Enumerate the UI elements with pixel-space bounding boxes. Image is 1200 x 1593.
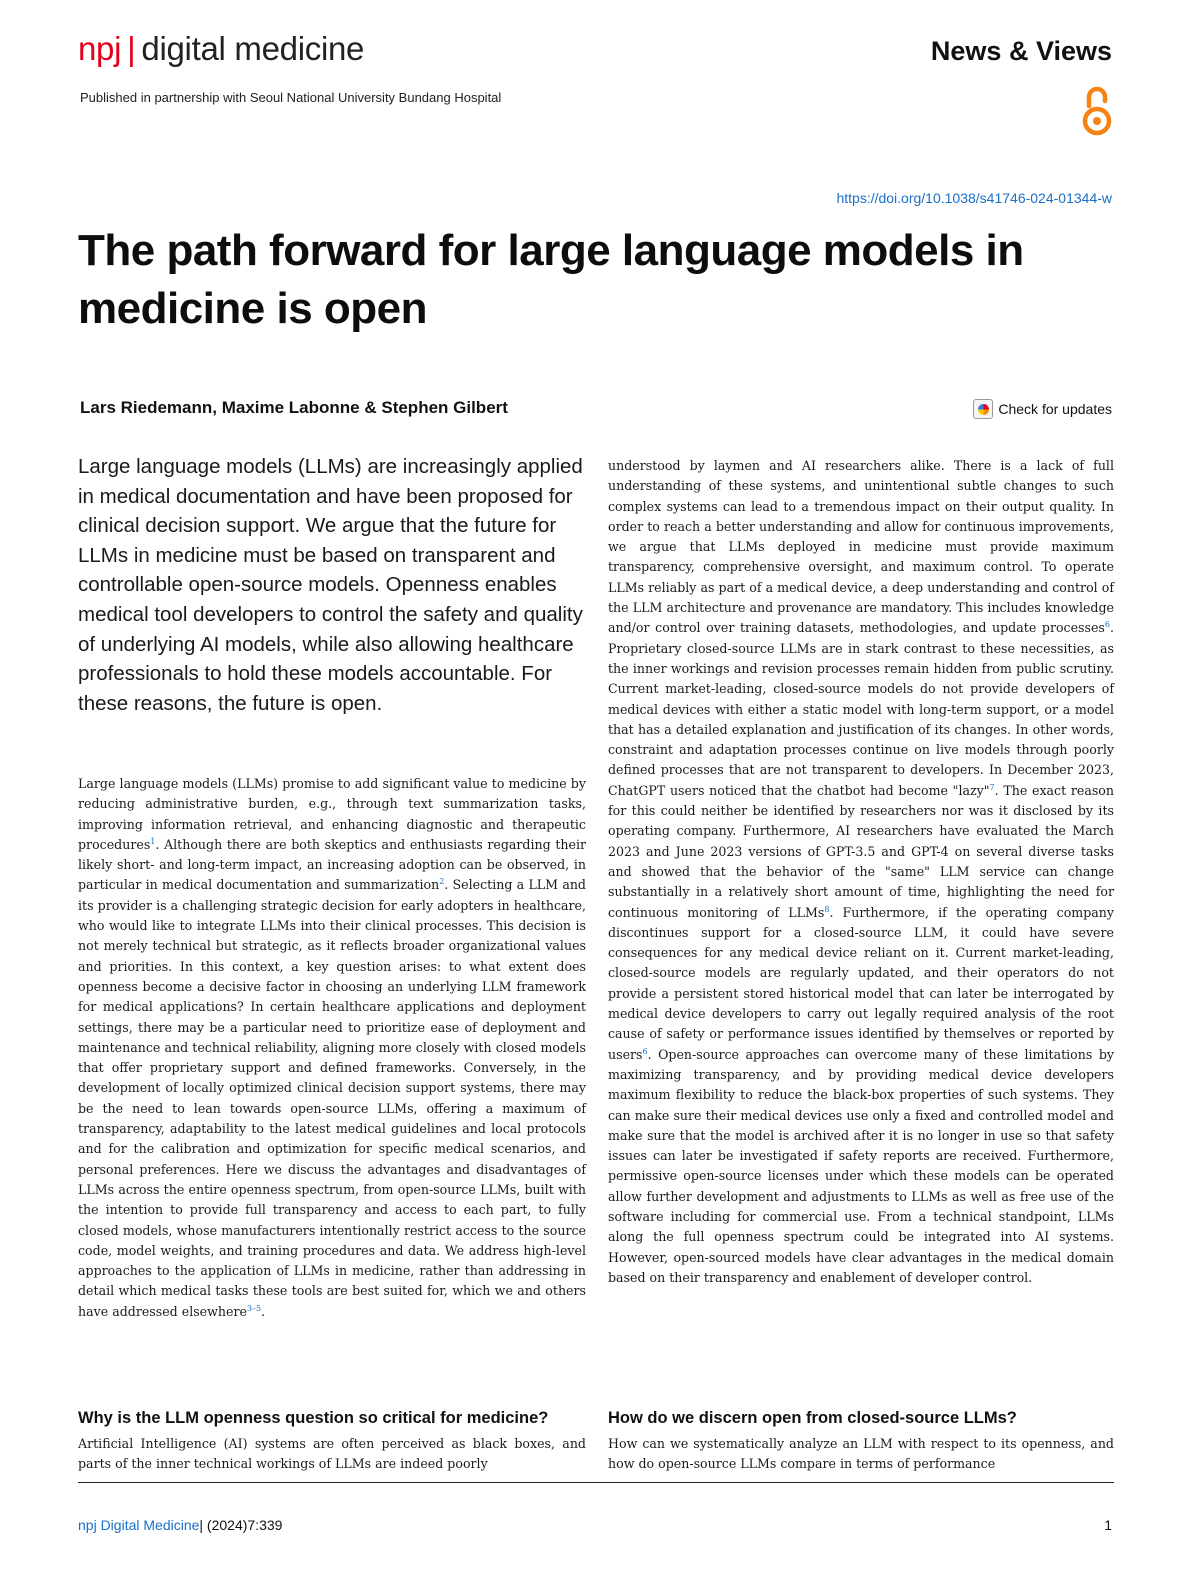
doi-link[interactable]: https://doi.org/10.1038/s41746-024-01344-w [836,190,1112,206]
citation-ref[interactable]: 7 [989,782,995,792]
check-updates-label: Check for updates [998,401,1112,417]
footer-volume: | (2024)7:339 [199,1517,283,1533]
citation-ref[interactable]: 6 [642,1046,648,1056]
footer-journal[interactable]: npj Digital Medicine [78,1517,200,1533]
section-heading-discern: How do we discern open from closed-source LLMs? [608,1409,1017,1427]
partnership-note: Published in partnership with Seoul National University Bundang Hospital [80,90,502,105]
right-column-paragraph: understood by laymen and AI researchers alike. There is a lack of full understanding of these systems, and unintentional subtle changes to such complex systems can lead to a tremendous impact on their output quality. In order to reach a better understanding and allow for continuous improvements, we argue that LLMs deployed in medicine must provide maximum transparency, comprehensive oversight, and maximum control. To operate LLMs reliably as part of a medical device, a deep understanding and control of the LLM architecture and provenance are mandatory. This includes knowledge and/or control over training datasets, methodologies, and update processes$^6$. Proprietary closed-source LLMs are in stark contrast to these necessities, as the inner workings and revision processes remain hidden from public scrutiny. Current market-leading, closed-source models do not provide developers of medical devices with either a static model with long-term support, or a model that has a detailed explanation and justification of its changes. In other words, constraint and adaptation processes continue on live models through poorly defined processes that are not transparent to developers. In December 2023, ChatGPT users noticed that the chatbot had become "lazy"$^7$. The exact reason for this could neither be identified by researchers nor was it disclosed by its operating company. Furthermore, AI researchers have evaluated the March 2023 and June 2023 versions of GPT-3.5 and GPT-4 on several diverse tasks and showed that the behavior of the "same" LLM service can change substantially in a relatively short amount of time, highlighting the need for continuous monitoring of LLMs$^8$. Furthermore, if the operating company discontinues support for a closed-source LLM, it could have severe consequences for any medical device reliant on it. Current market-leading, closed-source models are regularly updated, and their operators do not provide a persistent stored historical model that can later be interrogated by medical device developers to carry out legally required analysis of the root cause of safety or performance issues identified by themselves or reported by users$^6$. Open-source approaches can overcome many of these limitations by maximizing transparency, and by providing medical device developers maximum flexibility to reduce the black-box properties of such systems. They can make sure their medical devices use only a fixed and controlled model and make sure that the model is archived after it is no longer in use so that safety issues can later be investigated if safety reports are received. Furthermore, permissive open-source licenses under which these models can be operated allow further development and adjustments to LLMs as well as free use of the software including for commercial use. From a technical standpoint, LLMs along the full openness spectrum could be integrated into AI systems. However, open-sourced models have clear advantages in the medical domain based on their transparency and enablement of developer control. [608,458,1115,1285]
citation-ref[interactable]: 8 [824,904,830,914]
journal-title [78,30,364,68]
footer-citation [78,1517,282,1533]
section-heading-openness: Why is the LLM openness question so critical for medicine? [78,1409,549,1427]
check-for-updates-button[interactable] [973,399,1112,419]
intro-paragraph: Large language models (LLMs) promise to add significant value to medicine by reducing administrative burden, e.g., through text summarization tasks, improving information retrieval, and enhancing diagnostic and therapeutic procedures$^1$. Although there are both skeptics and enthusiasts regarding their likely short- and long-term impact, an increasing adoption can be observed, in particular in medical documentation and summarization$^2$. Selecting a LLM and its provider is a challenging strategic decision for early adopters in healthcare, who would like to integrate LLMs into their clinical processes. This decision is not merely technical but strategic, as it reflects broader organizational values and priorities. In this context, a key question arises: to what extent does openness become a decisive factor in choosing an underlying LLM framework for medical applications? In certain healthcare applications and deployment settings, there may be a particular need to prioritize ease of deployment and maintenance and technical reliability, aligning more closely with closed models that offer proprietary support and defined frameworks. Conversely, in the development of locally optimized clinical decision support systems, there may be the need to lean towards open-source LLMs, offering a maximum of transparency, adaptability to the latest medical guidelines and local protocols and for the calibration and optimization for specific medical scenarios, and personal preferences. Here we discuss the advantages and disadvantages of LLMs across the entire openness spectrum, from open-source LLMs, built with the intention to provide full transparency and access to each part, to fully closed models, whose manufacturers intentionally restrict access to the source code, model weights, and training procedures and data. We address high-level approaches to the application of LLMs in medicine, rather than addressing in detail which medical tasks these tools are best suited for, which we and others have addressed elsewhere$^{3-5}$. [78,776,586,1319]
author-list: Lars Riedemann, Maxime Labonne & Stephen Gilbert [80,398,508,417]
page-number: 1 [1104,1517,1112,1533]
section-text-discern: How can we systematically analyze an LLM with respect to its openness, and how do open-source LLMs compare in terms of performance [608,1436,1114,1472]
journal-separator: | [127,30,136,67]
footer-divider [78,1482,1114,1483]
open-access-lock-icon [1082,84,1112,138]
citation-ref[interactable]: 2 [439,877,445,887]
crossmark-icon [973,399,993,419]
citation-ref[interactable]: 3–5 [246,1303,262,1313]
section-text-openness: Artificial Intelligence (AI) systems are often perceived as black boxes, and parts of the inner technical workings of LLMs are indeed poorly [78,1436,586,1472]
journal-brand: npj [78,30,122,67]
journal-name: digital medicine [141,30,365,67]
article-title: The path forward for large language models in medicine is open [78,226,1024,333]
citation-ref[interactable]: 6 [1104,620,1110,630]
section-label: News & Views [930,36,1112,66]
abstract: Large language models (LLMs) are increasingly applied in medical documentation and have been proposed for clinical decision support. We argue that the future for LLMs in medicine must be based on transparent and controllable open-source models. Openness enables medical tool developers to control the safety and quality of underlying AI models, while also allowing healthcare professionals to hold these models accountable. For these reasons, the future is open. [78,455,583,715]
citation-ref[interactable]: 1 [150,836,156,846]
